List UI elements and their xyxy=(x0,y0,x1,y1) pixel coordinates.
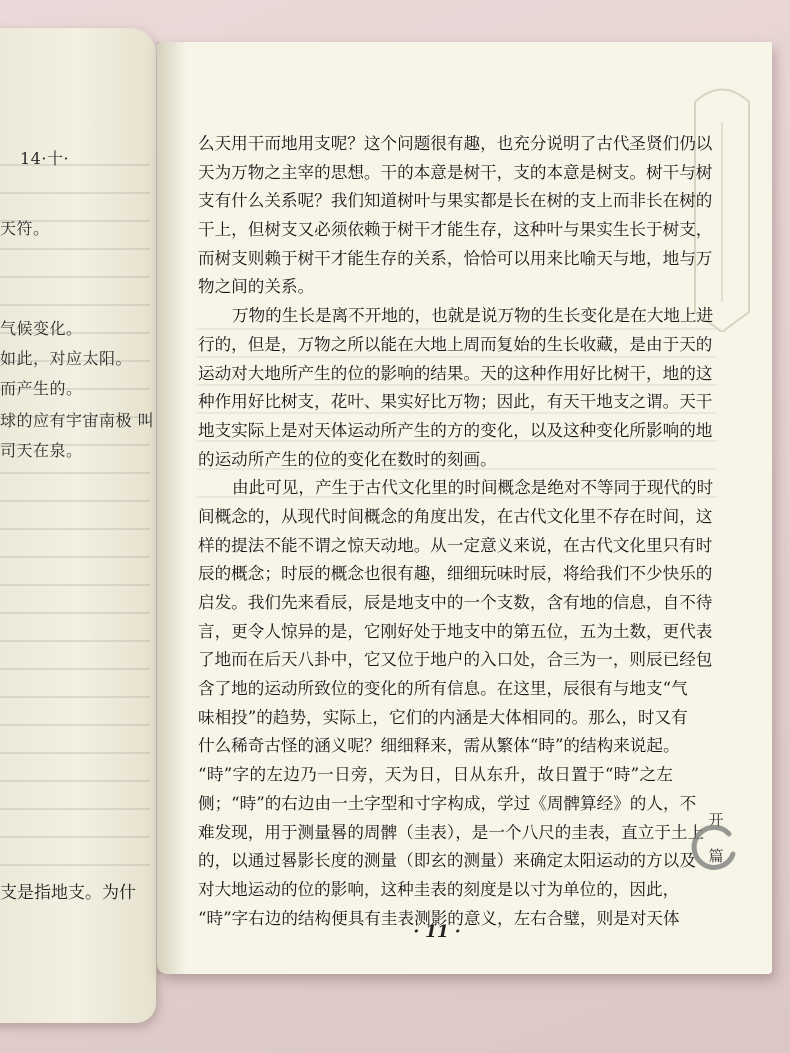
text-line: 天为万物之主宰的思想。干的本意是树干，支的本意是树支。树干与树 xyxy=(198,162,713,182)
left-page-line: 如此，对应太阳。 xyxy=(0,349,133,368)
text-line: 万物的生长是离不开地的，也就是说万物的生长变化是在大地上进 xyxy=(232,306,714,326)
page-number: · 11 · xyxy=(413,922,461,942)
text-line: 启发。我们先来看辰，辰是地支中的一个支数，含有地的信息，自不待 xyxy=(198,593,713,612)
left-page-show-through xyxy=(0,138,150,878)
gutter-shadow xyxy=(157,42,187,974)
text-line: 辰的概念；时辰的概念也很有趣，细细玩味时辰，将给我们不少快乐的 xyxy=(198,564,713,584)
text-line: 的，以通过晷影长度的测量（即玄的测量）来确定太阳运动的方以及 xyxy=(198,851,696,871)
right-page xyxy=(157,42,772,974)
left-page-line: 气候变化。 xyxy=(0,319,83,338)
text-line: 间概念的，从现代时间概念的角度出发，在古代文化里不存在时间，这 xyxy=(198,506,713,526)
left-page-line: 球的应有宇宙南极 叫 xyxy=(0,411,155,430)
text-line: 含了地的运动所致位的变化的所有信息。在这里，辰很有与地支“气 xyxy=(198,679,688,699)
text-line: 么天用干而地用支呢？这个问题很有趣，也充分说明了古代圣贤们仍以 xyxy=(198,134,713,153)
chapter-label-char: 开 xyxy=(708,811,724,829)
text-line: 干上，但树支又必须依赖于树干才能生存，这种叶与果实生长于树支， xyxy=(198,220,713,240)
text-line: 了地而在后天八卦中，它又位于地户的入口处，合三为一，则辰已经包 xyxy=(198,650,713,670)
text-line: 侧；“時”的右边由一土字型和寸字构成，学过《周髀算经》的人，不 xyxy=(198,793,697,813)
left-page-line: 天符。 xyxy=(0,219,50,238)
body-text xyxy=(198,130,714,933)
left-page-line: 14·十· xyxy=(20,149,70,168)
text-line: “時”字右边的结构便具有圭表测影的意义，左右合璧，则是对天体 xyxy=(198,908,680,928)
text-line: “時”字的左边乃一日旁，天为日，日从东升，故日置于“時”之左 xyxy=(198,765,673,785)
left-page xyxy=(0,28,156,1023)
brush-circle-icon xyxy=(689,824,739,874)
text-line: 对大地运动的位的影响，这种圭表的刻度是以寸为单位的，因此， xyxy=(198,879,680,899)
text-line: 样的提法不能不谓之惊天动地。从一定意义来说，在古代文化里只有时 xyxy=(198,535,713,555)
text-line: 由此可见，产生于古代文化里的时间概念是绝对不等同于现代的时 xyxy=(232,478,714,498)
text-line: 种作用好比树支，花叶、果实好比万物；因此，有天干地支之谓。天干 xyxy=(198,392,713,412)
text-line: 味相投”的趋势，实际上，它们的内涵是大体相同的。那么，时又有 xyxy=(198,707,688,727)
text-line: 难发现，用于测量晷的周髀（圭表），是一个八尺的圭表，直立于土上 xyxy=(198,822,705,842)
text-line: 言，更令人惊异的是，它刚好处于地支中的第五位，五为土数，更代表 xyxy=(198,621,713,641)
text-line: 行的，但是，万物之所以能在大地上周而复始的生长收藏，是由于天的 xyxy=(198,334,713,354)
left-page-line: 司天在泉。 xyxy=(0,441,83,460)
text-line: 运动对大地所产生的位的影响的结果。天的这种作用好比树干，地的这 xyxy=(198,363,713,383)
text-line: 的运动所产生的位的变化在数时的刻画。 xyxy=(198,449,497,469)
left-page-bottom-line: 支是指地支。为什 xyxy=(0,883,136,903)
text-line: 支有什么关系呢？我们知道树叶与果实都是长在树的支上而非长在树的 xyxy=(198,191,713,211)
text-line: 而树支则赖于树干才能生存的关系，恰恰可以用来比喻天与地，地与万 xyxy=(198,248,713,268)
left-page-line: 而产生的。 xyxy=(0,379,83,398)
text-line: 什么稀奇古怪的涵义呢？细细释来，需从繁体“時”的结构来说起。 xyxy=(198,736,680,756)
text-line: 地支实际上是对天体运动所产生的方的变化，以及这种变化所影响的地 xyxy=(198,420,713,440)
text-line: 物之间的关系。 xyxy=(198,277,315,297)
chapter-label-char: 篇 xyxy=(708,847,724,865)
